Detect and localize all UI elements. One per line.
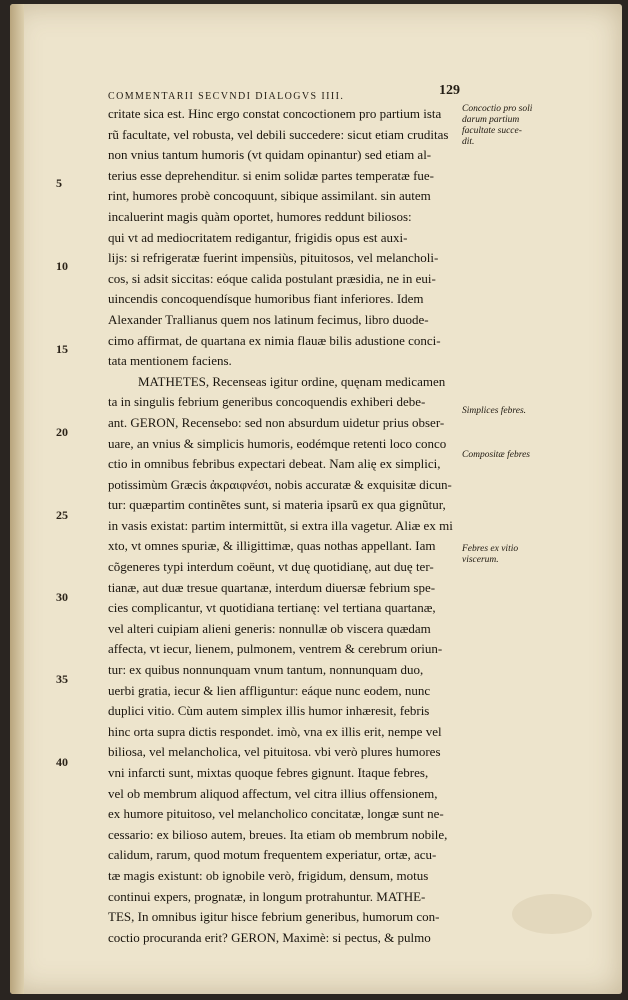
- text-line: vel alteri cuipiam alieni generis: nonnullæ ob viscera quædam: [108, 620, 431, 636]
- folio-number: 129: [439, 83, 460, 98]
- text-line: cõgeneres typi interdum coëunt, vt duę quotidianę, aut duę ter-: [108, 559, 434, 575]
- text-line: biliosa, vel melancholica, vel pituitosa. vbi verò plures humores: [108, 744, 441, 760]
- text-line: uincendis concoquendísque humoribus fiant inferiores. Idem: [108, 291, 424, 307]
- running-head: [108, 83, 460, 104]
- text-line: affecta, vt iecur, lienem, pulmonem, ventrem & cerebrum oriun-: [108, 641, 443, 657]
- text-line: qui vt ad mediocritatem redigantur, frigidis opus est auxi-: [108, 229, 408, 245]
- text-line: vel ob membrum aliquod affectum, vel citra illius offensionem,: [108, 785, 438, 801]
- text-line: calidum, rarum, quod motum frequentem experiatur, ortæ, acu-: [108, 847, 437, 863]
- text-line: lijs: si refrigeratæ fuerint impensiùs, pituitosos, vel melancholi-: [108, 250, 439, 266]
- text-line: xto, vt omnes spuriæ, & illigittimæ, quas nothas appellant. Iam: [108, 538, 436, 554]
- margin-note-simplices: [462, 406, 562, 417]
- text-line: incaluerint magis quàm oportet, humores reddunt biliosos:: [108, 208, 412, 224]
- note-line: facultate succe-: [462, 126, 522, 136]
- line-number: 35: [56, 672, 68, 686]
- text-line: terius esse deprehenditur. si enim solidæ partes temperatæ fue-: [108, 167, 434, 183]
- running-title: COMMENTARII SECVNDI DIALOGVS IIII.: [108, 91, 345, 102]
- line-number: 5: [56, 176, 62, 190]
- text-line: duplici vitio. Cùm autem simplex illis humor inhæresit, febris: [108, 703, 430, 719]
- text-line: uare, an vnius & simplicis humoris, eodémque retenti loco conco: [108, 435, 447, 451]
- text-line: ta in singulis febrium generibus concoquendis exhiberi debe-: [108, 394, 426, 410]
- line-number: 30: [56, 590, 68, 604]
- note-line: Simplices febres.: [462, 406, 527, 416]
- note-line: darum partium: [462, 115, 520, 125]
- text-line: tata mentionem faciens.: [108, 353, 232, 369]
- margin-note-viscerum: [462, 544, 562, 566]
- text-line: coctio procuranda erit? GERON, Maximè: si pectus, & pulmo: [108, 929, 431, 945]
- text-line: TES, In omnibus igitur hisce febrium generibus, humorum con-: [108, 909, 440, 925]
- note-line: dit.: [462, 137, 475, 147]
- margin-note-compositae: [462, 450, 562, 461]
- text-line: vni infarcti sunt, mixtas quoque febres gignunt. Itaque febres,: [108, 765, 429, 780]
- text-line: rint, humores probè concoquunt, sibique assimilant. sin autem: [108, 188, 431, 204]
- text-line: ant. GERON, Recensebo: sed non absurdum uidetur prius obser-: [108, 414, 445, 430]
- paper-stain: [512, 894, 592, 934]
- line-number: 40: [56, 755, 68, 769]
- note-line: viscerum.: [462, 555, 499, 565]
- text-line: ex humore pituitoso, vel melancholico concitatæ, longæ sunt ne-: [108, 806, 444, 822]
- text-line: continui expers, prognatæ, in longum protrahuntur. MATHE-: [108, 888, 426, 904]
- margin-note-concoctio: [462, 104, 562, 148]
- text-line: tur: quæpartim continẽtes sunt, si materia ipsarũ ex qua gignũtur,: [108, 497, 446, 513]
- page-gutter: [10, 4, 24, 994]
- text-line: ctio in omnibus febribus expectari debeat. Nam alię ex simplici,: [108, 456, 441, 472]
- text-line: tur: ex quibus nonnunquam vnum tantum, nonnunquam duo,: [108, 662, 424, 678]
- text-line: Alexander Trallianus quem nos latinum fecimus, libro duode-: [108, 311, 429, 327]
- text-line: hinc orta supra dictis respondet. imò, vna ex illis erit, nempe vel: [108, 723, 442, 739]
- text-line: cimo affirmat, de quartana ex nimia flauæ bilis adustione conci-: [108, 332, 441, 348]
- text-line: in vasis existat: partim intermittũt, si extra illa vagetur. Aliæ ex mi: [108, 517, 453, 533]
- note-line: Febres ex vitio: [462, 544, 519, 554]
- line-number: 10: [56, 259, 68, 273]
- text-line: cos, si adsit siccitas: eóque calida postulant præsidia, ne in eui-: [108, 270, 436, 286]
- note-line: Compositæ febres: [462, 450, 530, 460]
- line-number: 15: [56, 342, 68, 356]
- text-line: rũ facultate, vel robusta, vel debili succedere: sicut etiam cruditas: [108, 126, 449, 142]
- text-line: uerbi gratia, iecur & lien affliguntur: eáque nunc eodem, nunc: [108, 682, 431, 698]
- text-line: tæ magis existunt: ob ignobile verò, frigidum, densum, motus: [108, 867, 429, 883]
- text-line: non vnius tantum humoris (vt quidam opinantur) sed etiam al-: [108, 147, 432, 163]
- line-number: 25: [56, 508, 68, 522]
- text-line: critate sica est. Hinc ergo constat concoctionem pro partium ista: [108, 106, 442, 121]
- note-line: Concoctio pro soli: [462, 104, 533, 114]
- text-line: MATHETES, Recenseas igitur ordine, quęnam medicamen: [138, 373, 446, 389]
- text-column: [108, 104, 456, 948]
- line-number: 20: [56, 425, 68, 439]
- text-line: tianæ, aut duæ tresue quartanæ, interdum diuersæ febrium spe-: [108, 579, 436, 595]
- text-line: cessario: ex bilioso autem, breues. Ita etiam ob membrum nobile,: [108, 826, 448, 842]
- text-line: cies complicantur, vt quotidiana tertianę: vel tertiana quartanæ,: [108, 600, 436, 616]
- text-line: potissimùm Græcis ἀκραιφνέσι, nobis accuratæ & exquisitæ dicun-: [108, 477, 452, 492]
